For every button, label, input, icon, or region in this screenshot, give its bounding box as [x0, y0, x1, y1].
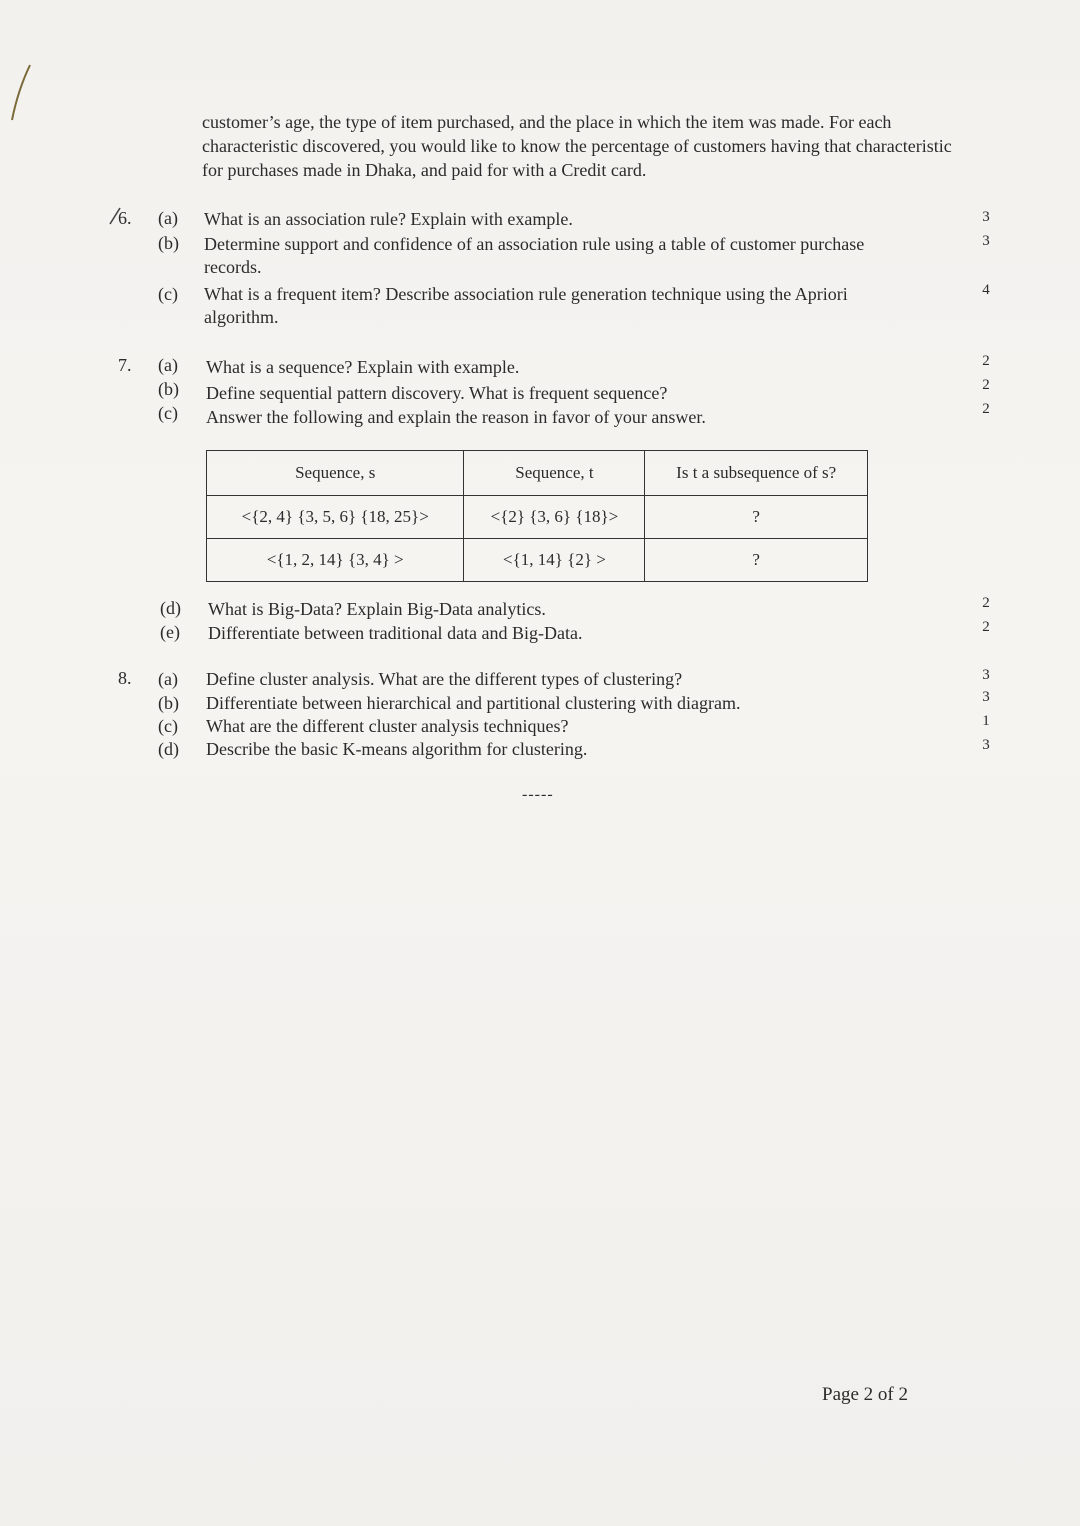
q8d-marks: 3: [982, 737, 990, 753]
q8d-label: (d): [158, 739, 179, 759]
q8c-marks: 1: [982, 713, 990, 729]
end-of-questions-marker: -----: [522, 786, 554, 803]
q7a-marks: 2: [982, 353, 990, 369]
q7b-text: Define sequential pattern discovery. What is frequent sequence?: [206, 383, 668, 403]
q6c-text: What is a frequent item? Describe association rule generation technique using the Apriori: [204, 284, 848, 304]
question-7-number: 7.: [118, 355, 132, 375]
q8b-marks: 3: [982, 689, 990, 705]
q6c-text-continued: algorithm.: [204, 307, 279, 327]
table-cell: ?: [645, 496, 868, 539]
table-header-cell: Is t a subsequence of s?: [645, 451, 868, 496]
q6b-label: (b): [158, 233, 179, 253]
q6a-text: What is an association rule? Explain with example.: [204, 209, 573, 229]
table-header-cell: Sequence, t: [464, 451, 645, 496]
q7c-marks: 2: [982, 401, 990, 417]
q6c-marks: 4: [982, 282, 990, 298]
question-6-number: 6.: [118, 208, 132, 228]
subsequence-table: [206, 450, 868, 582]
table-row: [207, 496, 868, 539]
q8b-label: (b): [158, 693, 179, 713]
table-cell: <{2, 4} {3, 5, 6} {18, 25}>: [207, 496, 464, 539]
q7d-label: (d): [160, 598, 181, 618]
question-8-number: 8.: [118, 668, 132, 688]
table-cell: <{1, 14} {2} >: [464, 539, 645, 582]
q8a-text: Define cluster analysis. What are the different types of clustering?: [206, 669, 683, 689]
q7c-label: (c): [158, 403, 178, 423]
q7b-label: (b): [158, 379, 179, 399]
q6b-marks: 3: [982, 233, 990, 249]
q8b-text: Differentiate between hierarchical and partitional clustering with diagram.: [206, 693, 741, 713]
table-header-row: [207, 451, 868, 496]
page-number: Page 2 of 2: [822, 1384, 909, 1405]
q7a-text: What is a sequence? Explain with example.: [206, 357, 520, 377]
page-edge-mark: [0, 60, 40, 140]
q7b-marks: 2: [982, 377, 990, 393]
q6b-text: Determine support and confidence of an association rule using a table of customer purchase: [204, 234, 865, 254]
q8c-label: (c): [158, 716, 178, 736]
q7e-marks: 2: [982, 619, 990, 635]
q7c-text: Answer the following and explain the reason in favor of your answer.: [206, 407, 706, 427]
q7a-label: (a): [158, 355, 178, 375]
q7e-text: Differentiate between traditional data and Big-Data.: [208, 623, 583, 643]
q7d-text: What is Big-Data? Explain Big-Data analytics.: [208, 599, 546, 619]
q8c-text: What are the different cluster analysis techniques?: [206, 716, 569, 736]
q7d-marks: 2: [982, 595, 990, 611]
q6a-label: (a): [158, 208, 178, 228]
table-cell: ?: [645, 539, 868, 582]
table-cell: <{1, 2, 14} {3, 4} >: [207, 539, 464, 582]
table-header-cell: Sequence, s: [207, 451, 464, 496]
q8a-marks: 3: [982, 667, 990, 683]
q8d-text: Describe the basic K-means algorithm for clustering.: [206, 739, 588, 759]
q6c-label: (c): [158, 284, 178, 304]
q6b-text-continued: records.: [204, 257, 262, 277]
table-cell: <{2} {3, 6} {18}>: [464, 496, 645, 539]
table-row: [207, 539, 868, 582]
q6a-marks: 3: [982, 209, 990, 225]
question-intro-text: customer’s age, the type of item purchased, and the place in which the item was made. For each characteristic discovered, you would like to know the percentage of customers having that characteristic for purchases made in Dhaka, and paid for with a Credit card.: [202, 112, 952, 180]
q7e-label: (e): [160, 622, 180, 642]
q8a-label: (a): [158, 669, 178, 689]
